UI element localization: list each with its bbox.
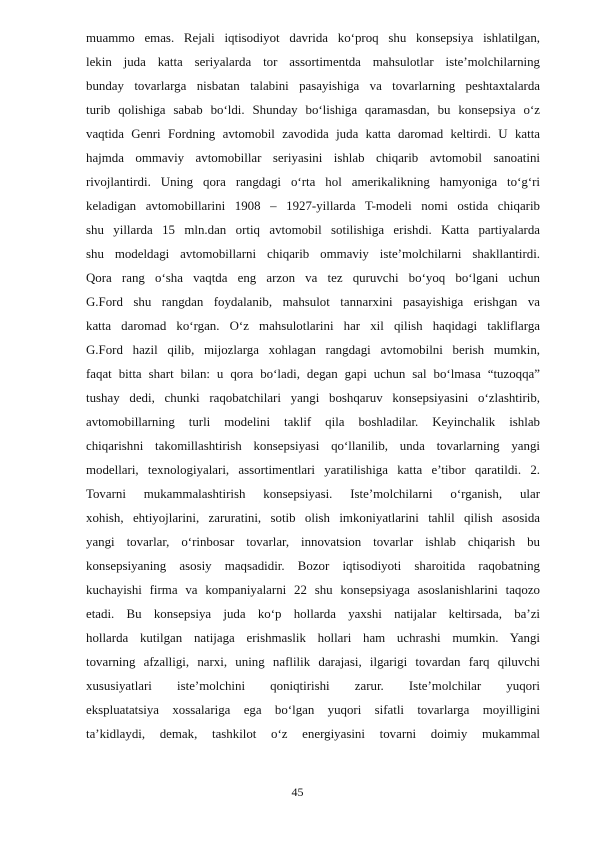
text-line: Tovarni mukammalashtirish konsepsiyasi. Iste’molchilarni o‘rganish, ular — [86, 487, 540, 501]
text-line: xususiyatlari iste’molchini qoniqtirishi zarur. Iste’molchilar yuqori — [86, 679, 540, 693]
text-line: chiqarishni takomillashtirish konsepsiyasi qo‘llanilib, unda tovarlarning yangi — [86, 439, 540, 453]
text-line: xohish, ehtiyojlarini, zaruratini, sotib olish imkoniyatlarini tahlil qilish asosida — [86, 511, 540, 525]
text-line: avtomobillarning turli modelini taklif qila boshladilar. Keyinchalik ishlab — [86, 415, 540, 429]
text-line: G.Ford shu rangdan foydalanib, mahsulot tannarxini pasayishiga erishgan va — [86, 295, 540, 309]
text-line: Qora rang o‘sha vaqtda eng arzon va tez quruvchi bo‘yoq bo‘lgani uchun — [86, 271, 540, 285]
text-line: ekspluatatsiya xossalariga ega bo‘lgan yuqori sifatli tovarlarga moyilligini — [86, 703, 540, 717]
text-line: faqat bitta shart bilan: u qora bo‘ladi, degan gapi uchun sal bo‘lmasa “tuzoqqa” — [86, 367, 540, 381]
text-line: kuchayishi firma va kompaniyalarni 22 shu konsepsiyaga asoslanishlarini taqozo — [86, 583, 540, 597]
text-line: tushay dedi, chunki raqobatchilari yangi boshqaruv konsepsiyasini o‘zlashtirib, — [86, 391, 540, 405]
text-line: lekin juda katta seriyalarda tor assortimentda mahsulotlar iste’molchilarning — [86, 55, 540, 69]
text-line: hajmda ommaviy avtomobillar seriyasini ishlab chiqarib avtomobil sanoatini — [86, 151, 540, 165]
text-line: turib qolishiga sabab bo‘ldi. Shunday bo‘lishiga qaramasdan, bu konsepsiya o‘z — [86, 103, 540, 117]
text-line: muammo emas. Rejali iqtisodiyot davrida ko‘proq shu konsepsiya ishlatilgan, — [86, 31, 540, 45]
text-line: konsepsiyaning asosiy maqsadidir. Bozor iqtisodiyoti sharoitida raqobatning — [86, 559, 540, 573]
text-line: hollarda kutilgan natijaga erishmaslik hollari ham uchrashi mumkin. Yangi — [86, 631, 540, 645]
text-line: G.Ford hazil qilib, mijozlarga xohlagan rangdagi avtomobilni berish mumkin, — [86, 343, 540, 357]
page-number: 45 — [291, 785, 304, 799]
text-line: shu modeldagi avtomobillarni chiqarib ommaviy iste’molchilarni shakllantirdi. — [86, 247, 540, 261]
text-line: katta daromad ko‘rgan. O‘z mahsulotlarini har xil qilish haqidagi takliflarga — [86, 319, 540, 333]
text-line: rivojlantirdi. Uning qora rangdagi o‘rta hol amerikalikning hamyoniga to‘g‘ri — [86, 175, 540, 189]
text-line: vaqtida Genri Fordning avtomobil zavodida juda katta daromad keltirdi. U katta — [86, 127, 540, 141]
text-line: shu yillarda 15 mln.dan ortiq avtomobil sotilishiga erishdi. Katta partiyalarda — [86, 223, 540, 237]
text-line: tovarning afzalligi, narxi, uning naflilik darajasi, ilgarigi tovardan farq qiluvchi — [86, 655, 540, 669]
text-line: modellari, texnologiyalari, assortimentlari yaratilishiga katta e’tibor qaratildi. 2. — [86, 463, 540, 477]
text-line: bunday tovarlarga nisbatan talabini pasayishiga va tovarlarning peshtaxtalarda — [86, 79, 540, 93]
text-line: ta’kidlaydi, demak, tashkilot o‘z energiyasini tovarni doimiy mukammal — [86, 727, 540, 741]
text-line: etadi. Bu konsepsiya juda ko‘p hollarda yaxshi natijalar keltirsada, ba’zi — [86, 607, 540, 621]
text-line: keladigan avtomobillarini 1908 – 1927-yillarda T-modeli nomi ostida chiqarib — [86, 199, 540, 213]
text-line: yangi tovarlar, o‘rinbosar tovarlar, innovatsion tovarlar ishlab chiqarish bu — [86, 535, 540, 549]
